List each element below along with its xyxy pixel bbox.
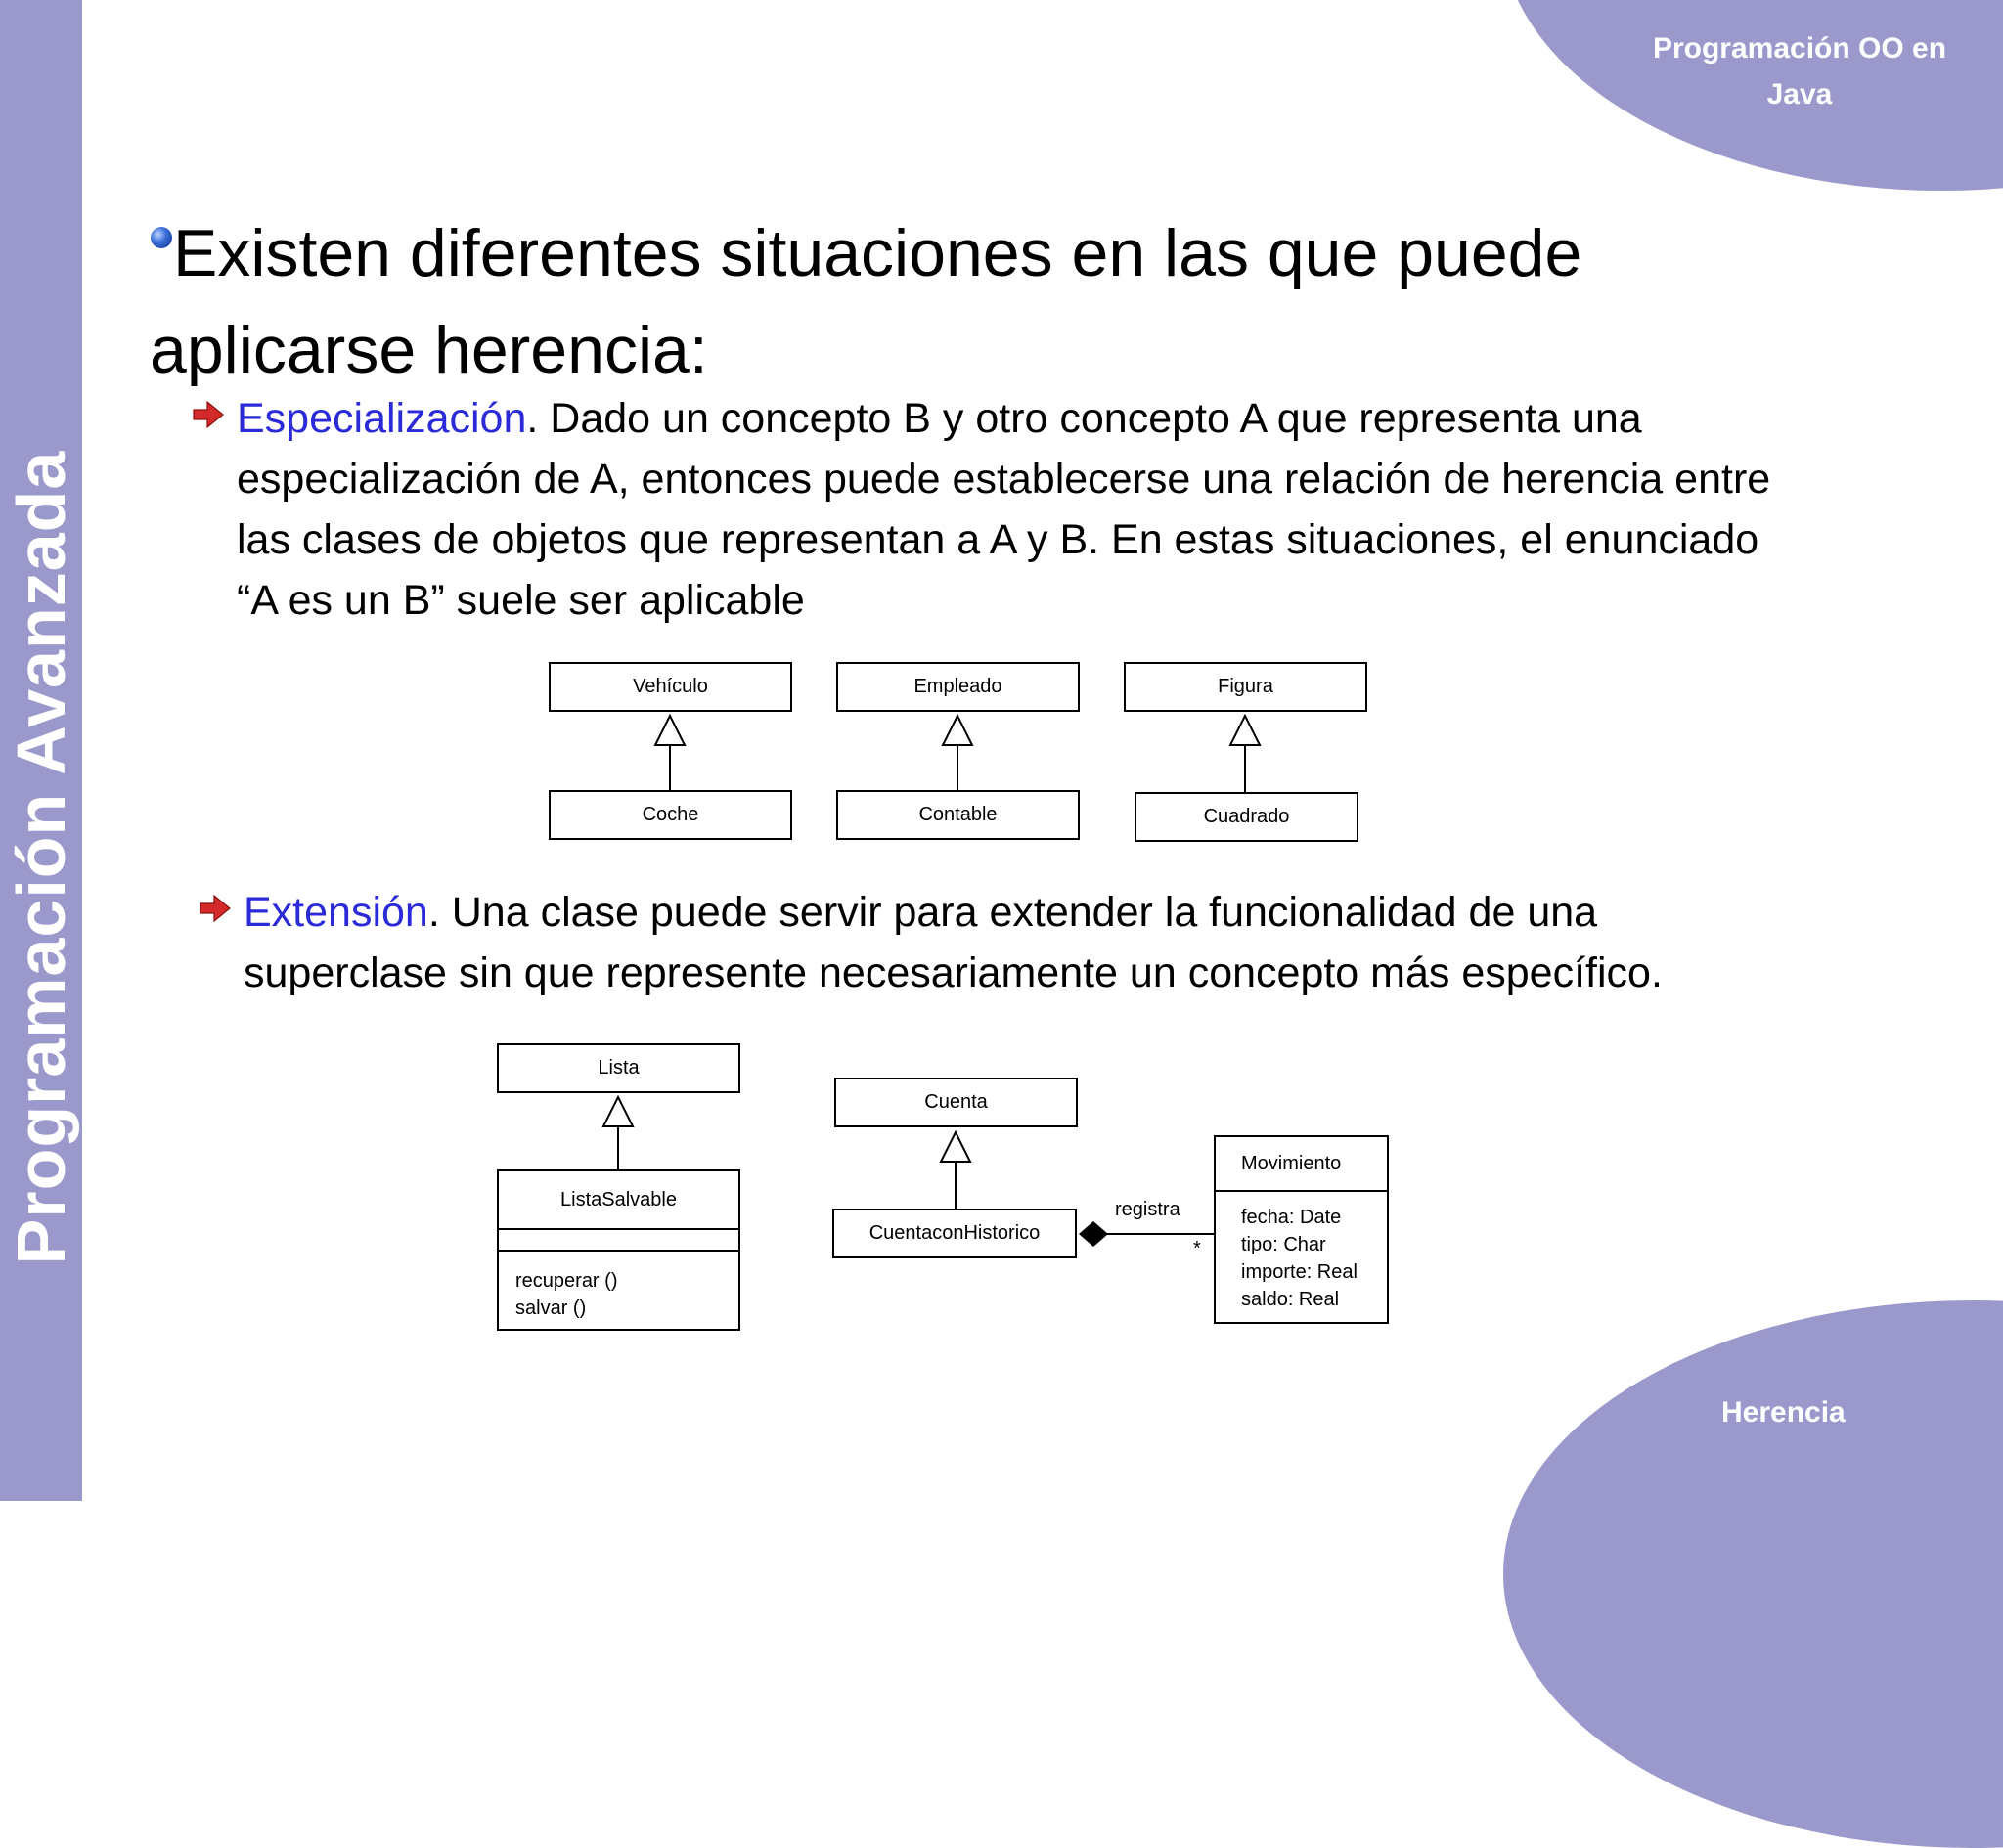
specialization-term: Especialización [237, 395, 527, 442]
class-movimiento-name: Movimiento [1241, 1152, 1342, 1174]
class-empleado: Empleado [836, 662, 1080, 712]
composition-diamond-icon [1079, 1221, 1108, 1247]
attribute-item: fecha: Date [1241, 1207, 1342, 1228]
course-title: Programación OO en Java [1652, 32, 1947, 110]
extension-text: . Una clase puede servir para extender la funcionalidad de una superclase sin que represente necesariamente un concepto más específico. [244, 889, 1663, 996]
class-contable: Contable [836, 790, 1080, 840]
attribute-item: tipo: Char [1241, 1234, 1326, 1255]
inheritance-triangle-icon [603, 1097, 633, 1126]
class-listasalvable-name: ListaSalvable [560, 1188, 677, 1210]
association-label: registra [1115, 1199, 1180, 1220]
inheritance-triangle-icon [941, 1132, 970, 1162]
footer-topic: Herencia [1721, 1396, 1846, 1429]
method-item: recuperar () [515, 1270, 618, 1292]
class-cuadrado: Cuadrado [1135, 792, 1358, 842]
class-coche: Coche [549, 790, 792, 840]
sidebar-title: Programación Avanzada [3, 450, 79, 1265]
specialization-text: . Dado un concepto B y otro concepto A que representa una especialización de A, entonces puede establecerse una relación de herencia entre las clases de objetos que representan a A y B. En estas situaciones, el enunciado “A es un B” suele ser aplicable [237, 395, 1771, 624]
slide-headline: Existen diferentes situaciones en las que puede aplicarse herencia: [150, 216, 1582, 387]
inheritance-triangle-icon [1230, 716, 1260, 745]
attribute-item: saldo: Real [1241, 1289, 1340, 1310]
attribute-item: importe: Real [1241, 1261, 1358, 1283]
class-figura: Figura [1124, 662, 1367, 712]
method-item: salvar () [515, 1298, 587, 1319]
class-vehiculo: Vehículo [549, 662, 792, 712]
class-cuentaconhistorico: CuentaconHistorico [832, 1209, 1077, 1258]
association-multiplicity: * [1193, 1238, 1201, 1259]
inheritance-triangle-icon [655, 716, 685, 745]
class-lista: Lista [497, 1043, 740, 1093]
class-cuenta: Cuenta [834, 1078, 1078, 1127]
inheritance-triangle-icon [943, 716, 972, 745]
extension-term: Extensión [244, 889, 428, 936]
